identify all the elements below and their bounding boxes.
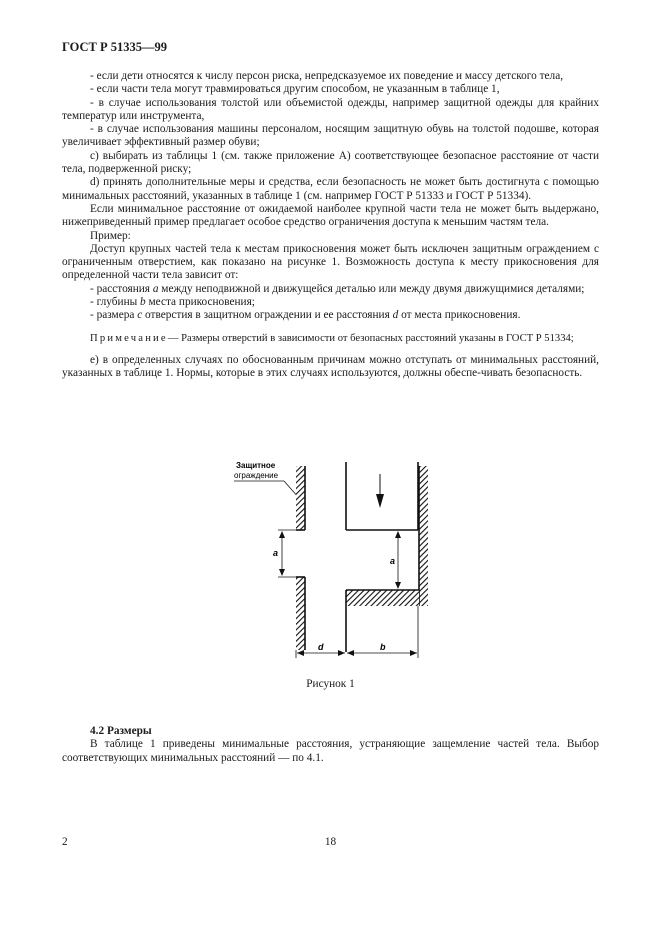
list-item-cd: - размера c отверстия в защитном ограждении и ее расстояния d от места прикосновения. <box>90 309 521 322</box>
standard-header: ГОСТ Р 51335—99 <box>62 40 168 54</box>
paragraph: Если минимальное расстояние от ожидаемой наиболее крупной части тела не может быть выдержано, нижеприведенный пример предлагает особое средство ограничения доступа к меньшим частям тела. <box>62 202 599 229</box>
guard-upper-hatch <box>296 466 305 530</box>
section-4-2 <box>62 725 599 765</box>
paragraph-e: e) в определенных случаях по обоснованным причинам можно отступать от минимальных расстояний, указанных в таблице 1. Нормы, которые в этих случаях используются, должны обеспе-чивать безопасность. <box>62 353 599 380</box>
page-number-center: 18 <box>324 836 337 848</box>
figure-caption: Рисунок 1 <box>306 678 355 690</box>
guard-lower-hatch <box>296 577 305 650</box>
note-label: Примечание <box>90 332 168 344</box>
paragraph: Пример: <box>90 229 131 242</box>
note <box>62 332 599 345</box>
page-number-left: 2 <box>62 836 68 848</box>
paragraph: - если части тела могут травмироваться другим способом, не указанным в таблице 1, <box>90 83 500 96</box>
note-text: — Размеры отверстий в зависимости от безопасных расстояний указаны в ГОСТ Р 51334; <box>167 332 574 344</box>
callout-label-line2: ограждение <box>234 471 279 480</box>
fixed-part-hatch <box>346 590 419 606</box>
list-item-a: - расстояния a между неподвижной и движущейся деталью или между двумя движущимися деталями; <box>90 282 585 295</box>
paragraph: - в случае использования машины персоналом, носящим защитную обувь на толстой подошве, которая увеличивает эффективный размер обуви; <box>62 123 599 149</box>
dim-label-a-left: a <box>273 548 279 558</box>
paragraph: d) принять дополнительные меры и средства, если безопасность не может быть достигнута с помощью минимальных расстояний, указанных в таблице 1 (см. например ГОСТ Р 51333 и ГОСТ Р 51334). <box>62 176 599 202</box>
paragraph: c) выбирать из таблицы 1 (см. также приложение А) соответствующее безопасное расстояние от части тела, подверженной риску; <box>62 149 599 176</box>
dim-label-d: d <box>318 642 324 652</box>
list-item-b: - глубины b места прикосновения; <box>90 296 255 309</box>
paragraph: Доступ крупных частей тела к местам прикосновения может быть исключен защитным ограждением с ограниченным отверстием, как показано на рисунке 1. Возможность доступа к месту прикосновения для определенной части тела зависит от: <box>62 242 599 282</box>
paragraph: - в случае использования толстой или объемистой одежды, например защитной одежды для крайних температур или инструмента, <box>62 96 599 122</box>
right-wall-hatch <box>419 466 428 606</box>
paragraph: - если дети относятся к числу персон риска, непредсказуемое их поведение и массу детского тела, <box>90 70 564 82</box>
callout-label-line1: Защитное <box>236 462 276 470</box>
dim-label-a-right: a <box>390 556 396 566</box>
body-text <box>62 70 599 381</box>
section-text: В таблице 1 приведены минимальные расстояния, устраняющие защемление частей тела. Выбор соответствующих минимальных расстояний — по 4.1. <box>62 738 599 764</box>
dim-label-b: b <box>380 642 386 652</box>
section-title: 4.2 Размеры <box>90 725 152 737</box>
figure-1-diagram <box>220 462 450 667</box>
